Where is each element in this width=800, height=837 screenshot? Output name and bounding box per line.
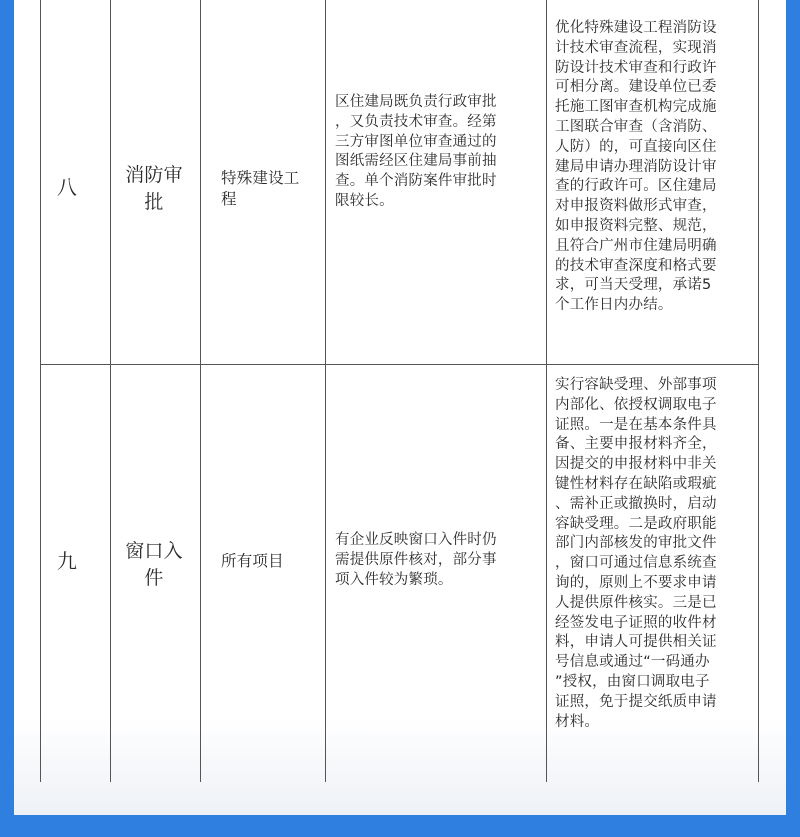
- row-number: 九: [56, 549, 78, 573]
- table-border-left: [40, 0, 41, 782]
- column-divider: [325, 0, 326, 782]
- row-item: 消防审 批: [125, 164, 183, 213]
- row-problem: 有企业反映窗口入件时仍 需提供原件核对，部分事 项入件较为繁琐。: [335, 532, 497, 588]
- column-divider: [546, 0, 547, 782]
- row-problem: 区住建局既负责行政审批 ，又负责技术审查。经第 三方审图单位审查通过的 图纸需经区住建局事前抽 查。单个消防案件审批时 限较长。: [335, 94, 497, 209]
- page-border: [14, 815, 786, 837]
- row-scope: 所有项目: [221, 552, 284, 570]
- row-number: 八: [56, 175, 78, 199]
- row-measure: 优化特殊建设工程消防设 计技术审查流程，实现消 防设计技术审查和行政许 可相分离。建设单位已委 托施工图审查机构完成施 工图联合审查（含消防、 人防）的，可直接向区住 建局申请办理消防设计审 查的行政许可。区住建局 对申报资料做形式审查， 如申报资料完整、规范， 且符合广州市住建局明确 的技术审查深度和格式要 求，可当天受理，承诺5 个工作日内办结。: [555, 20, 717, 314]
- column-divider: [200, 0, 201, 782]
- row-scope: 特殊建设工 程: [221, 169, 300, 208]
- row-divider: [40, 364, 758, 365]
- column-divider: [110, 0, 111, 782]
- row-item: 窗口入 件: [125, 540, 183, 589]
- row-measure: 实行容缺受理、外部事项 内部化、依授权调取电子 证照。一是在基本条件具 备、主要申报材料齐全， 因提交的申报材料中非关 键性材料存在缺陷或瑕疵 、需补正或撤换时，启动 容缺受理。二是政府职能 部门内部核发的审批文件 ，窗口可通过信息系统查 询的，原则上不要求申请 人提供原件核实。三是已 经签发电子证照的收件材 料，申请人可提供相关证 号信息或通过“一码通办 ”授权，由窗口调取电子 证照，免于提交纸质申请 材料。: [555, 377, 717, 730]
